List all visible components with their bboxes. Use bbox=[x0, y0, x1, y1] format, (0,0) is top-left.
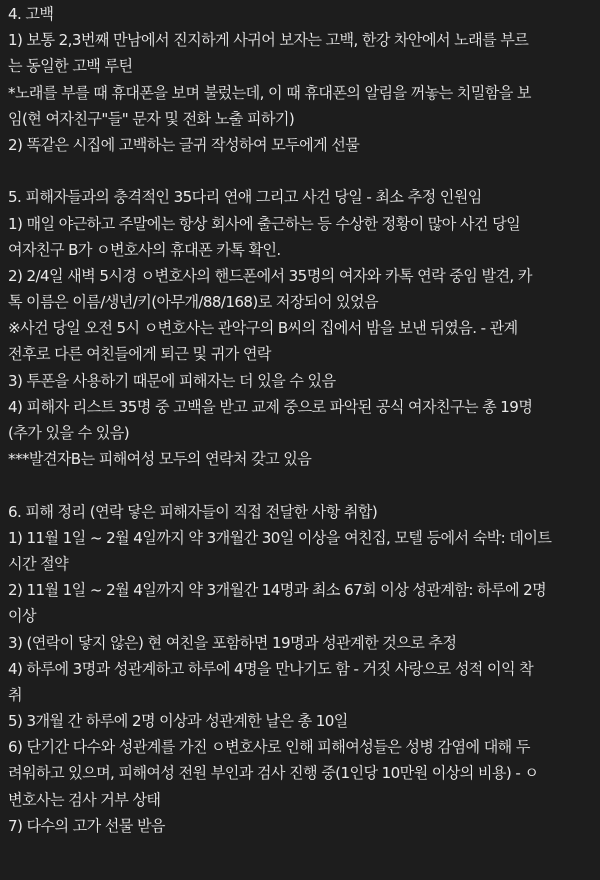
text-line: 여자친구 B가 ㅇ변호사의 휴대폰 카톡 확인. bbox=[8, 240, 281, 259]
text-line: 변호사는 검사 거부 상태 bbox=[8, 790, 161, 809]
text-line: 1) 11월 1일 ~ 2월 4일까지 약 3개월간 30일 이상을 여친집, 모텔 등에서 숙박: 데이트 bbox=[8, 528, 552, 547]
text-line: 톡 이름은 이름/생년/키(아무개/88/168)로 저장되어 있었음 bbox=[8, 293, 378, 312]
text-line: 7) 다수의 고가 선물 받음 bbox=[8, 816, 165, 835]
text-line: 이상 bbox=[8, 607, 36, 626]
section-6-heading: 6. 피해 정리 (연락 닿은 피해자들이 직접 전달한 사항 취합) bbox=[8, 502, 378, 521]
text-line: ***발견자B는 피해여성 모두의 연락처 갖고 있음 bbox=[8, 450, 312, 469]
text-line: 1) 매일 야근하고 주말에는 항상 회사에 출근하는 등 수상한 정황이 많아 사건 당일 bbox=[8, 214, 521, 233]
text-line: 려워하고 있으며, 피해여성 전원 부인과 검사 진행 중(1인당 10만원 이상의 비용) - ㅇ bbox=[8, 764, 539, 783]
section-4-heading: 4. 고백 bbox=[8, 5, 54, 23]
text-line: 2) 2/4일 새벽 5시경 ㅇ변호사의 핸드폰에서 35명의 여자와 카톡 연락 중임 발견, 카 bbox=[8, 266, 532, 285]
text-line: 3) (연락이 닿지 않은) 현 여친을 포함하면 19명과 성관계한 것으로 추정 bbox=[8, 633, 457, 652]
text-line: (추가 있을 수 있음) bbox=[8, 424, 130, 442]
text-line: 2) 11월 1일 ~ 2월 4일까지 약 3개월간 14명과 최소 67회 이상 성관계함: 하루에 2명 bbox=[8, 581, 547, 600]
text-line: 취 bbox=[8, 685, 22, 704]
text-line: 5) 3개월 간 하루에 2명 이상과 성관계한 날은 총 10일 bbox=[8, 712, 348, 731]
text-line: 임(현 여자친구"들" 문자 및 전화 노출 피하기) bbox=[8, 109, 295, 128]
text-line: *노래를 부를 때 휴대폰을 보며 불렀는데, 이 때 휴대폰의 알림을 꺼놓는 치밀함을 보 bbox=[8, 83, 531, 102]
text-line: ※사건 당일 오전 5시 ㅇ변호사는 관악구의 B씨의 집에서 밤을 보낸 뒤였음. - 관계 bbox=[8, 319, 518, 338]
document-body bbox=[8, 0, 594, 839]
text-line: 3) 투폰을 사용하기 때문에 피해자는 더 있을 수 있음 bbox=[8, 371, 336, 390]
text-line: 전후로 다른 여친들에게 퇴근 및 귀가 연락 bbox=[8, 345, 271, 364]
text-line: 1) 보통 2,3번째 만남에서 진지하게 사귀어 보자는 고백, 한강 차안에서 노래를 부르 bbox=[8, 31, 529, 50]
blank-line bbox=[8, 158, 594, 184]
blank-line bbox=[8, 472, 594, 498]
section-5-heading: 5. 피해자들과의 충격적인 35다리 연애 그리고 사건 당일 - 최소 추정 인원임 bbox=[8, 188, 482, 207]
text-line: 6) 단기간 다수와 성관계를 가진 ㅇ변호사로 인해 피해여성들은 성병 감염에 대해 두 bbox=[8, 738, 530, 757]
text-line: 는 동일한 고백 루틴 bbox=[8, 57, 133, 76]
text-line: 4) 하루에 3명과 성관계하고 하루에 4명을 만나기도 함 - 거짓 사랑으로 성적 이익 착 bbox=[8, 659, 534, 678]
text-line: 시간 절약 bbox=[8, 554, 69, 573]
text-line: 2) 똑같은 시집에 고백하는 글귀 작성하여 모두에게 선물 bbox=[8, 135, 360, 154]
text-line: 4) 피해자 리스트 35명 중 고백을 받고 교제 중으로 파악된 공식 여자친구는 총 19명 bbox=[8, 397, 533, 416]
